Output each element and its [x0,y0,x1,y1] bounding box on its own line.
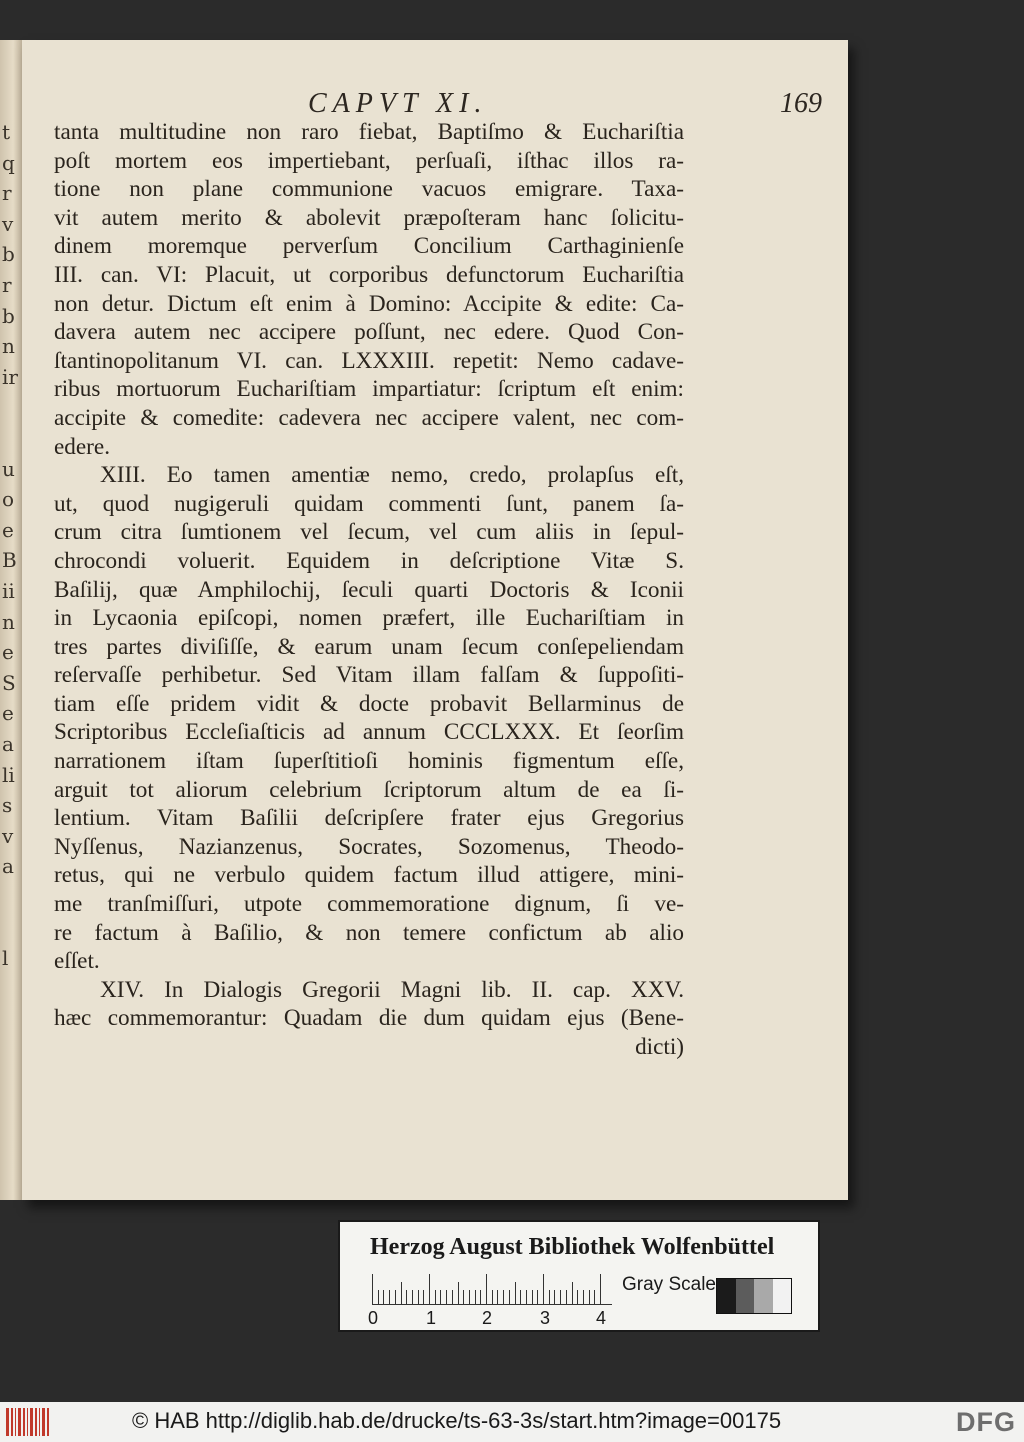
text-line: vit autem merito & abolevit præpoſteram hanc ſolicitu- [54,204,684,231]
text-line: dicti) [635,1034,684,1060]
gray-swatch [773,1279,792,1313]
text-line: III. can. VI: Placuit, ut corporibus defunctorum Euchariſtia [54,261,684,288]
margin-char: li [2,762,15,787]
text-line: arguit tot aliorum celebrium ſcriptorum altum de ea ſi- [54,776,684,803]
text-line: eſſet. [54,948,100,975]
ruler-tick [497,1290,498,1304]
barcode-bar [39,1408,41,1436]
ruler-tick [566,1290,567,1304]
gray-swatch [754,1279,773,1313]
margin-char: ir [2,364,18,389]
text-line: Nyſſenus, Nazianzenus, Socrates, Sozomenus, Theodo- [54,833,684,860]
text-line: tres partes diviſiſſe, & earum unam ſecum conſepeliendam [54,633,684,660]
text-line: tione non plane communione vacuos emigrare. Taxa- [54,176,684,203]
ruler-tick [532,1290,533,1304]
margin-char: b [2,303,15,328]
ruler-tick [440,1290,441,1304]
ruler-tick [589,1290,590,1304]
margin-char: ii [2,579,15,603]
ruler-tick [583,1290,584,1304]
ruler-tick [429,1274,430,1304]
ruler-tick [475,1290,476,1304]
text-line: tiam eſſe pridem vidit & docte probavit Bellarminus de [54,690,684,717]
margin-char: S [2,670,16,695]
text-line: lentium. Vitam Baſilii deſcripſere frater ejus Gregorius [54,805,684,832]
ruler-tick [463,1290,464,1304]
ruler-tick [503,1290,504,1304]
ruler-tick [577,1290,578,1304]
barcode-bar [27,1408,29,1436]
text-line: ſtantinopolitanum VI. can. LXXXIII. repetit: Nemo cadave- [54,347,684,374]
gray-swatch [717,1279,736,1313]
margin-char: e [2,701,14,726]
text-line: XIII. Eo tamen amentiæ nemo, credo, prolapſus eſt, [100,462,684,489]
margin-char: r [2,181,12,206]
barcode-bar [23,1408,25,1436]
color-calibration-bar [338,1220,820,1332]
text-line: re factum à Baſilio, & non temere confictum ab alio [54,919,684,946]
text-line: me tranſmiſſuri, utpote commemoratione dignum, ſi ve- [54,891,684,918]
text-line: tanta multitudine non raro fiebat, Baptiſmo & Euchariſtia [54,119,684,145]
scale-number-4: 4 [596,1308,607,1328]
barcode-bar [30,1408,33,1436]
text-line: reſervaſſe perhibetur. Sed Vitam illam falſam & ſuppoſiti- [54,662,684,689]
text-line: poſt mortem eos impertiebant, perſuaſi, iſthac illos ra- [54,147,684,174]
text-line: XIV. In Dialogis Gregorii Magni lib. II. cap. XXV. [100,976,684,1003]
ruler-tick [389,1290,390,1304]
ruler-tick [549,1290,550,1304]
page-number: 169 [780,88,822,119]
text-line: ut, quod nugigeruli quidam commenti ſunt, panem ſa- [54,490,684,517]
barcode-bar [42,1408,45,1436]
scale-number-1: 1 [426,1308,437,1328]
ruler-tick [554,1290,555,1304]
text-line: Baſilij, quæ Amphilochij, ſeculi quarti Doctoris & Iconii [54,576,684,603]
text-line: narrationem iſtam ſuperſtitioſi hominis figmentum eſſe, [54,748,684,775]
ruler-tick [480,1290,481,1304]
ruler-tick [537,1290,538,1304]
margin-char: q [2,150,15,175]
ruler-tick [383,1290,384,1304]
ruler-tick [492,1290,493,1304]
ruler-tick [600,1274,601,1304]
ruler-tick [469,1290,470,1304]
scale-number-3: 3 [540,1308,551,1328]
barcode-bar [15,1408,17,1436]
gray-scale-swatches [716,1278,792,1314]
ruler-tick [401,1282,402,1304]
scale-number-0: 0 [368,1308,379,1328]
barcode-bar [47,1408,49,1436]
text-line: davera autem nec accipere poſſunt, nec edere. Quod Con- [54,319,684,346]
text-line: hæc commemorantur: Quadam die dum quidam ejus (Bene- [54,1005,684,1032]
margin-char: e [2,640,14,665]
dfg-logo: DFG [956,1407,1016,1437]
chapter-title: CAPVT XI. [308,88,488,119]
margin-char: n [2,334,15,359]
ruler-tick [418,1290,419,1304]
barcode-bar [11,1408,13,1436]
text-line: non detur. Dictum eſt enim à Domino: Accipite & edite: Ca- [54,290,684,317]
ruler-tick [372,1274,373,1304]
margin-char: e [2,517,14,542]
text-line: retus, qui ne verbulo quidem factum illud attigere, mini- [54,862,684,889]
ruler-tick [435,1290,436,1304]
margin-char: B [2,548,17,573]
gray-scale-label: Gray Scale [622,1274,716,1295]
ruler-tick [543,1274,544,1304]
body-text [54,118,684,1062]
text-line: ribus mortuorum Euchariſtiam impartiatur: ſcriptum eſt enim: [54,376,684,403]
ruler-tick [395,1290,396,1304]
text-line: edere. [54,433,110,460]
gray-swatch [736,1279,755,1313]
ruler-tick [560,1290,561,1304]
margin-char: v [2,211,14,236]
margin-char: a [2,732,14,756]
book-page [22,40,848,1200]
ruler-tick [412,1290,413,1304]
ruler-tick [509,1290,510,1304]
margin-char: n [2,609,15,634]
barcode-bar [6,1408,9,1436]
ruler-tick [378,1290,379,1304]
barcode-icon [6,1408,50,1436]
margin-char: b [2,242,15,267]
text-line: in Lycaonia epiſcopi, nomen præfert, ille Euchariſtiam in [54,605,684,632]
copyright-link[interactable]: © HAB http://diglib.hab.de/drucke/ts-63-3s/start.htm?image=00175 [132,1408,782,1433]
barcode-bar [35,1408,37,1436]
margin-char: t [2,120,11,144]
ruler-tick [520,1290,521,1304]
margin-char: a [2,854,14,879]
barcode-bar [18,1408,21,1436]
text-line: Scriptoribus Eccleſiaſticis ad annum CCCLXXX. Et ſeorſim [54,719,684,746]
ruler-tick [406,1290,407,1304]
library-name: Herzog August Bibliothek Wolfenbüttel [370,1234,775,1260]
ruler-tick [446,1290,447,1304]
ruler-tick [594,1290,595,1304]
ruler-tick [515,1282,516,1304]
adjacent-page-margin-text [0,120,18,1000]
ruler-tick [526,1290,527,1304]
margin-char: r [2,273,12,297]
margin-char: v [2,823,14,848]
text-line: chrocondi voluerit. Equidem in deſcriptione Vitæ S. [54,547,684,574]
scale-ruler [372,1274,612,1305]
margin-char: u [2,456,15,481]
text-line: accipite & comedite: cadevera nec accipere valent, nec com- [54,404,684,431]
text-line: dinem moremque perverſum Concilium Carthaginienſe [54,233,684,260]
margin-char: o [2,487,15,512]
viewer-footer [0,1402,1024,1442]
margin-char: l [2,946,9,971]
scale-number-2: 2 [482,1308,493,1328]
margin-char: s [2,793,13,818]
ruler-tick [486,1274,487,1304]
text-line: crum citra ſumtionem vel ſecum, vel cum aliis in ſepul- [54,519,684,546]
ruler-tick [572,1282,573,1304]
ruler-tick [458,1282,459,1304]
ruler-tick [423,1290,424,1304]
ruler-tick [452,1290,453,1304]
